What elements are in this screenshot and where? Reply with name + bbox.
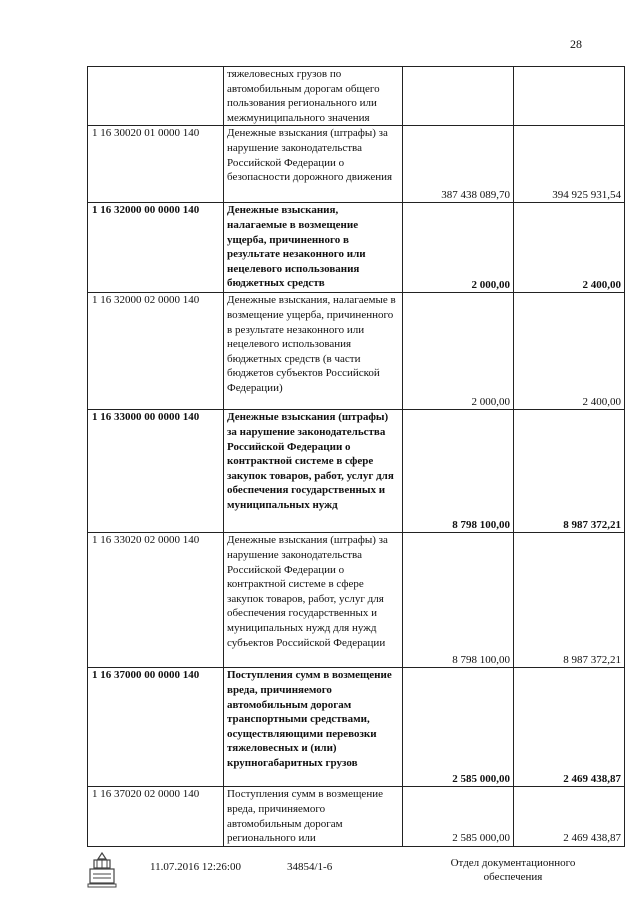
table-row [88, 787, 625, 846]
row-value-1: 2 000,00 [403, 293, 514, 410]
row-code: 1 16 32000 02 0000 140 [88, 293, 224, 410]
page-number: 28 [570, 37, 582, 51]
row-value-1: 2 585 000,00 [403, 668, 514, 787]
row-value-2: 8 987 372,21 [514, 410, 625, 533]
row-code: 1 16 30020 01 0000 140 [88, 126, 224, 203]
table-row [88, 293, 625, 410]
row-value-2: 2 400,00 [514, 293, 625, 410]
row-value-2: 2 400,00 [514, 203, 625, 293]
footer-dept-line1: Отдел документационного [450, 857, 576, 869]
row-name: Денежные взыскания, налагаемые в возмещение ущерба, причиненного в результате незаконного или нецелевого использования бюджетных средств [224, 203, 403, 293]
row-code: 1 16 37020 02 0000 140 [88, 787, 224, 846]
row-name: Поступления сумм в возмещение вреда, причиняемого автомобильным дорогам регионального или [224, 787, 403, 846]
row-value-2: 2 469 438,87 [514, 787, 625, 846]
table-row [88, 668, 625, 787]
row-value-1: 387 438 089,70 [403, 126, 514, 203]
row-code [88, 67, 224, 126]
table-row [88, 67, 625, 126]
row-code: 1 16 32000 00 0000 140 [88, 203, 224, 293]
emblem-seal-icon [85, 850, 119, 890]
footer-date: 11.07.2016 12:26:00 [150, 861, 241, 873]
row-value-1 [403, 67, 514, 126]
row-name: Поступления сумм в возмещение вреда, причиняемого автомобильным дорогам транспортными средствами, осуществляющими перевозки тяжеловесных и (или) крупногабаритных грузов [224, 668, 403, 787]
footer-dept-line2: обеспечения [483, 871, 543, 883]
row-name: Денежные взыскания (штрафы) за нарушение законодательства Российской Федерации о контрактной системе в сфере закупок товаров, работ, услуг для обеспечения государственных и муниципальных нужд [224, 410, 403, 533]
row-value-1: 2 585 000,00 [403, 787, 514, 846]
row-value-2: 8 987 372,21 [514, 533, 625, 668]
row-value-2 [514, 67, 625, 126]
row-name: тяжеловесных грузов по автомобильным дорогам общего пользования регионального или межмуниципального значения [224, 67, 403, 126]
row-value-1: 8 798 100,00 [403, 533, 514, 668]
row-code: 1 16 33020 02 0000 140 [88, 533, 224, 668]
row-value-1: 2 000,00 [403, 203, 514, 293]
row-name: Денежные взыскания (штрафы) за нарушение законодательства Российской Федерации о безопасности дорожного движения [224, 126, 403, 203]
footer-department [438, 856, 588, 884]
table-row [88, 126, 625, 203]
table-row [88, 410, 625, 533]
footer-doc-id: 34854/1-6 [287, 861, 333, 873]
table-row [88, 203, 625, 293]
row-value-1: 8 798 100,00 [403, 410, 514, 533]
budget-table [87, 66, 625, 847]
table-row [88, 533, 625, 668]
row-value-2: 2 469 438,87 [514, 668, 625, 787]
row-value-2: 394 925 931,54 [514, 126, 625, 203]
row-name: Денежные взыскания, налагаемые в возмещение ущерба, причиненного в результате незаконного или нецелевого использования бюджетных средств (в части бюджетов субъектов Российской Федерации) [224, 293, 403, 410]
row-code: 1 16 33000 00 0000 140 [88, 410, 224, 533]
row-name: Денежные взыскания (штрафы) за нарушение законодательства Российской Федерации о контрактной системе в сфере закупок товаров, работ, услуг для обеспечения государственных и муниципальных нужд для нужд субъектов Российской Федерации [224, 533, 403, 668]
row-code: 1 16 37000 00 0000 140 [88, 668, 224, 787]
